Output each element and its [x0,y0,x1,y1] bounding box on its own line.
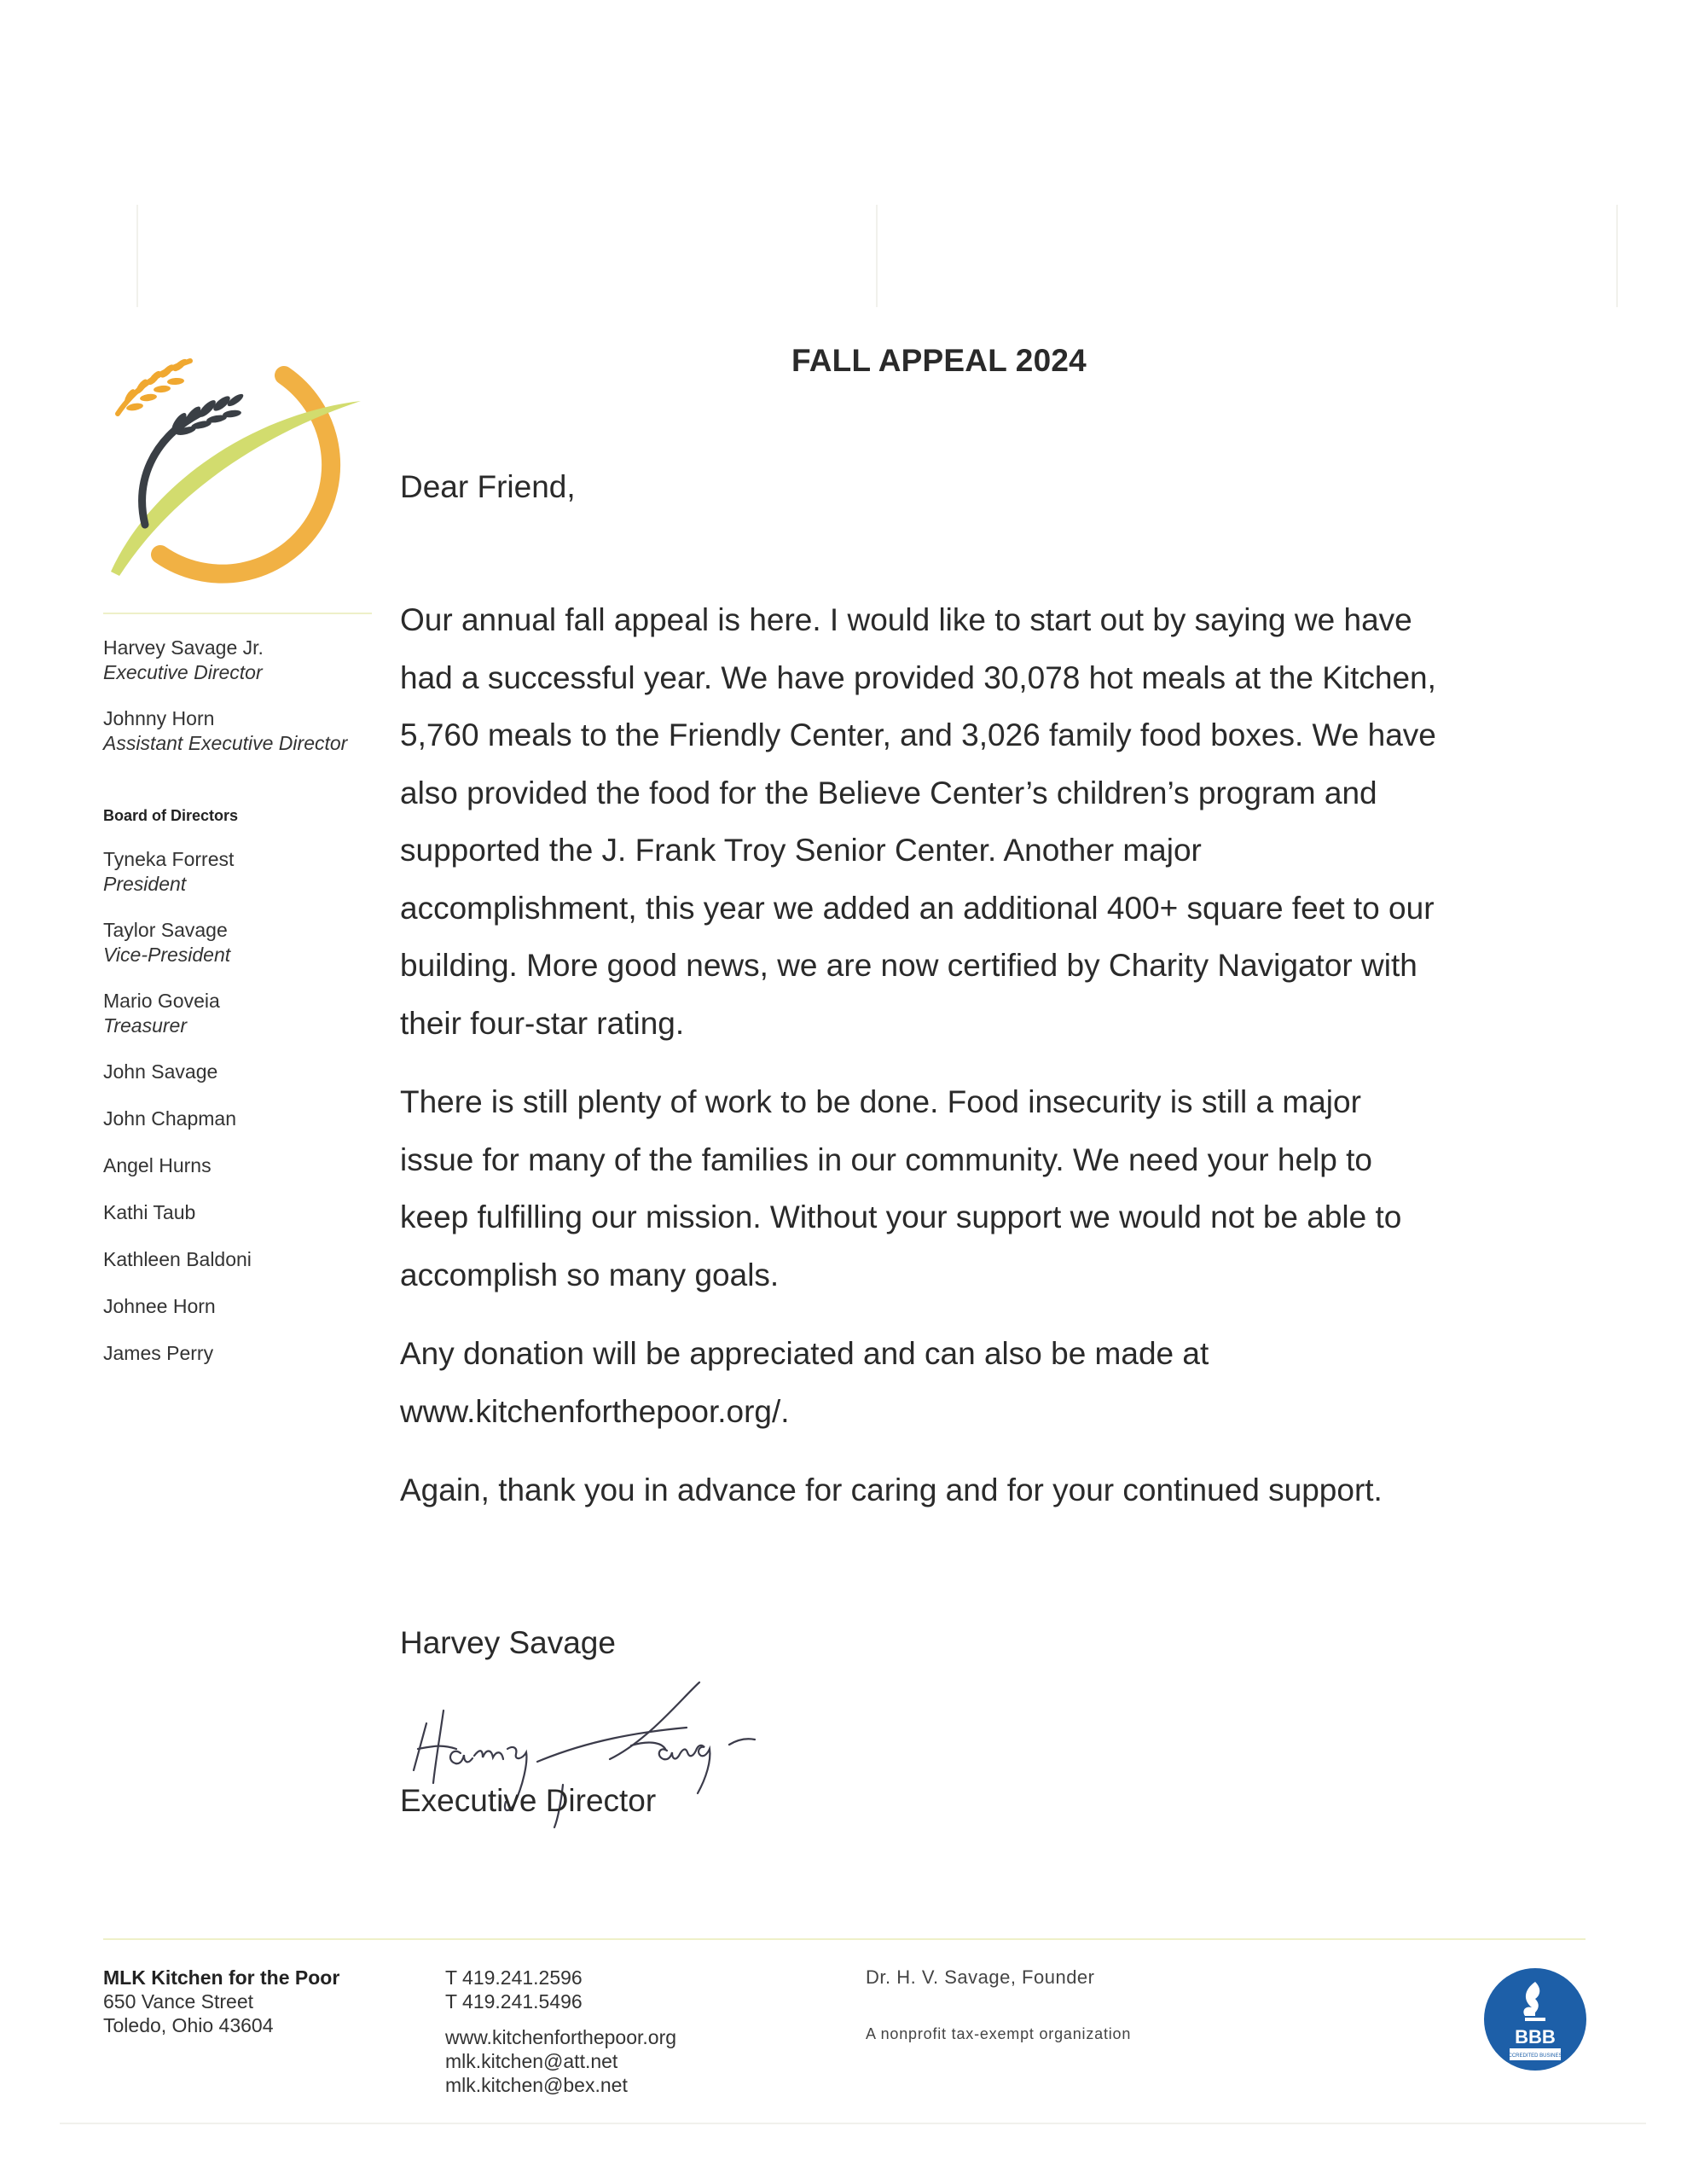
paragraph-line: Our annual fall appeal is here. I would like to start out by saying we have [400,602,1412,637]
scan-artifact [136,205,138,307]
board-member-name: Mario Goveia [103,990,220,1012]
board-member [103,989,385,1038]
paragraph-line: had a successful year. We have provided 30,078 hot meals at the Kitchen, [400,659,1436,695]
paragraph-line: Any donation will be appreciated and can also be made at [400,1336,1209,1371]
footer-divider [103,1938,1586,1940]
paragraph-line: issue for many of the families in our community. We need your help to [400,1141,1372,1177]
scan-artifact [60,2123,1646,2124]
sidebar [103,636,385,1388]
board-member-role: Treasurer [103,1014,187,1037]
paragraph-line: keep fulfilling our mission. Without your support we would not be able to [400,1199,1402,1234]
paragraph [400,1461,1509,1519]
org-name: MLK Kitchen for the Poor [103,1966,340,1989]
kitchen-logo [101,337,374,584]
paragraph-line: supported the J. Frank Troy Senior Center. Another major [400,833,1202,868]
board-member-name: Taylor Savage [103,919,228,941]
board-member-name: Kathleen Baldoni [103,1248,252,1270]
board-member-name: Johnee Horn [103,1295,216,1317]
address-line: 650 Vance Street [103,1990,254,2013]
donation-link[interactable]: www.kitchenforthepoor.org/. [400,1393,790,1429]
board-title: Board of Directors [103,807,239,824]
paragraph-line: building. More good news, we are now certified by Charity Navigator with [400,948,1417,983]
staff-entry [103,706,385,756]
scan-artifact [1616,205,1618,307]
footer-founder [866,1966,1131,2046]
paragraph-line: There is still plenty of work to be done. Food insecurity is still a major [400,1084,1361,1119]
letter-body [400,591,1509,1541]
paragraph-line: accomplish so many goals. [400,1257,780,1292]
board-member-name: James Perry [103,1342,214,1364]
staff-entry [103,636,385,685]
email-link[interactable]: mlk.kitchen@att.net [445,2050,618,2072]
paragraph-line: Again, thank you in advance for caring and for your continued support. [400,1472,1383,1507]
footer-contacts [445,1966,676,2097]
footer-address [103,1966,339,2037]
board-member-role: President [103,873,187,895]
website-link[interactable]: www.kitchenforthepoor.org [445,2026,677,2048]
bbb-accredited: ACCREDITED BUSINESS [1504,2053,1566,2059]
paragraph-line: accomplishment, this year we added an additional 400+ square feet to our [400,890,1435,926]
signer-name: Harvey Savage [400,1625,616,1660]
scan-artifact [876,205,878,307]
email-link[interactable]: mlk.kitchen@bex.net [445,2074,628,2096]
phone-number: T 419.241.2596 [445,1966,583,1989]
board-member-role: Vice-President [103,944,231,966]
nonprofit-note: A nonprofit tax-exempt organization [866,2025,1132,2042]
letter-title: FALL APPEAL 2024 [791,343,1087,378]
paragraph-line: 5,760 meals to the Friendly Center, and 3,026 family food boxes. We have [400,717,1436,752]
board-member-name: John Savage [103,1060,218,1083]
staff-role: Assistant Executive Director [103,732,348,754]
board-member [103,847,385,897]
sidebar-divider [103,613,372,614]
bbb-badge [1482,1966,1588,2072]
address-line: Toledo, Ohio 43604 [103,2014,274,2036]
signer-title: Executive Director [400,1783,657,1818]
board-member-name: Tyneka Forrest [103,848,235,870]
board-member-name: John Chapman [103,1107,236,1130]
paragraph [400,591,1509,1052]
paragraph [400,1325,1509,1440]
paragraph-line: their four-star rating. [400,1005,685,1041]
board-member [103,918,385,967]
staff-role: Executive Director [103,661,263,683]
bbb-abbr: BBB [1515,2026,1556,2048]
paragraph-line: also provided the food for the Believe Center’s children’s program and [400,775,1377,810]
board-member-name: Kathi Taub [103,1201,196,1223]
founder: Dr. H. V. Savage, Founder [866,1966,1095,1988]
staff-name: Johnny Horn [103,707,215,729]
paragraph [400,1073,1509,1304]
salutation: Dear Friend, [400,469,576,504]
staff-name: Harvey Savage Jr. [103,636,264,659]
board-member-name: Angel Hurns [103,1154,212,1176]
phone-number: T 419.241.5496 [445,1990,583,2013]
